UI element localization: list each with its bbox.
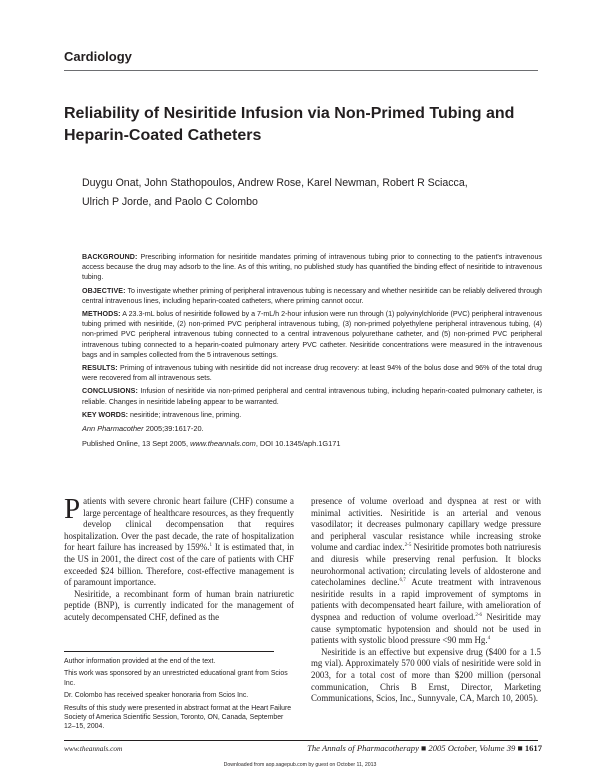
methods-label: METHODS:: [82, 310, 121, 319]
drop-cap: P: [64, 493, 81, 525]
title-line-2: Heparin-Coated Catheters: [64, 127, 262, 144]
results-text: Priming of intravenous tubing with nesiritide did not increase drug recovery: at least 94% of the bolus dose and 96% of the total drug were recovered from all intravenous sets.: [82, 364, 542, 383]
article-title: [64, 103, 534, 147]
body-paragraph-2: Nesiritide, a recombinant form of human brain natriuretic peptide (BNP), is currently indicated for the management of acutely decompensated CHF, defined as the: [64, 588, 294, 622]
abstract-conclusions: [82, 386, 542, 406]
abstract-results: [82, 363, 542, 383]
footnotes: [64, 657, 292, 735]
p3-text: presence of volume overload and dyspnea at rest or with minimal activities. Nesiritide is an arterial and venous vasodilator; it decreases pulmonary capillary wedge pressure and peripheral vascular resistance while increasing stroke volume and cardiac index.: [311, 496, 541, 553]
footnote-1: Author information provided at the end of the text.: [64, 658, 216, 665]
footer-journal-info: [262, 743, 542, 753]
body-paragraph-4: Nesiritide is an effective but expensive drug ($400 for a 1.5 mg vial). Approximately 570 000 vials of nesiritide were sold in 2003, for a total cost of more than $200 million (personal communication, Chris B Ernst, Director, Marketing Communications, Scios, Inc., Sunnyvale, CA, March 10, 2005).: [311, 646, 541, 704]
section-divider: [64, 70, 538, 71]
p3-text-4: Nesiritide may cause symptomatic hypotension and should not be used in patients with systolic blood pressure <90 mm Hg.: [311, 611, 541, 646]
authors-line-2: Ulrich P Jorde, and Paolo C Colombo: [82, 196, 258, 208]
published-prefix: Published Online, 13 Sept 2005,: [82, 439, 189, 449]
p3-text-3: Acute treatment with intravenous nesiritide results in a rapid improvement of symptoms in patients with decompensated heart failure, with amelioration of dyspnea and reduction of volume overload.: [311, 577, 541, 622]
p3-ref-4: 4: [487, 636, 491, 642]
footnote-2: This work was sponsored by an unrestricted educational grant from Scios Inc.: [64, 670, 288, 687]
keywords-label: KEY WORDS:: [82, 410, 128, 419]
footer-separator-2: ■: [517, 743, 523, 753]
published-online: [82, 438, 542, 449]
p3-ref-2: 6,7: [399, 578, 406, 584]
p1-text: atients with severe chronic heart failure (CHF) consume a large percentage of healthcare resources, as they frequently develop clinical decompensation that requires hospitalization. Over the past decade, the rate of hospitalization for heart failure has increased by 159%.: [64, 496, 294, 553]
conclusions-label: CONCLUSIONS:: [82, 387, 138, 396]
footnote-divider: [64, 651, 274, 652]
body-paragraph-3: [311, 496, 541, 647]
footer-website[interactable]: www.theannals.com: [64, 744, 123, 753]
keywords-text: nesiritide; intravenous line, priming.: [129, 410, 242, 419]
abstract-objective: [82, 286, 542, 306]
body-column-left: [64, 493, 294, 624]
footnote-3: Dr. Colombo has received speaker honoraria from Scios Inc.: [64, 692, 249, 700]
conclusions-text: Infusion of nesiritide via non-primed peripheral and central intravenous tubing, including heparin-coated pulmonary catheter, is reliable. Changes in nesiritide labeling appear to be warranted.: [82, 387, 542, 406]
background-label: BACKGROUND:: [82, 253, 138, 261]
p1-text-2: It is estimated that, in the US in 2001, the direct cost of the care of patients with CHF exceeded $24 billion. Therefore, cost-effective management is of paramount importance.: [64, 542, 294, 588]
footer-issue: 2005 October, Volume 39: [428, 743, 516, 753]
published-doi: , DOI 10.1345/aph.1G171: [255, 439, 341, 449]
p1-ref-1: 1: [209, 543, 212, 549]
citation-journal: Ann Pharmacother: [82, 424, 144, 434]
citation-ref: 2005;39:1617-20.: [145, 424, 204, 434]
p3-ref-1: 2-5: [404, 543, 412, 549]
abstract-methods: [82, 309, 542, 360]
results-label: RESULTS:: [82, 364, 118, 373]
objective-label: OBJECTIVE:: [82, 286, 126, 295]
footnote-4: Results of this study were presented in abstract format at the Heart Failure Society of America Scientific Session, Toronto, ON, Canada, September 12–15, 2004.: [64, 704, 292, 731]
body-paragraph-1: [64, 493, 294, 589]
methods-text: A 23.3-mL bolus of nesiritide followed by a 7-mL/h 2-hour infusion were run through (1) polyvinylchloride (PVC) peripheral intravenous tubing primed with nesiritide, (2) non-primed PVC peripheral intravenous tubing, (3) non-primed polyethylene peripheral intravenous tubing, (4) non-primed PVC peripheral intravenous tubing connected to a central intravenous polyurethane catheter, and (5) non-primed PVC peripheral intravenous tubing connected to a heparin-coated pulmonary artery PVC catheter. Nesiritide concentrations were measured in the intravenous bags and in samples collected from the 5 intravenous settings.: [82, 310, 542, 359]
p3-ref-3: 2-6: [475, 612, 483, 618]
body-column-right: [311, 496, 541, 705]
abstract: [82, 252, 542, 452]
footer-divider: [64, 740, 538, 741]
footer-journal: The Annals of Pharmacotherapy: [307, 743, 419, 753]
title-line-1: Reliability of Nesiritide Infusion via Non-Primed Tubing and: [64, 105, 515, 122]
author-list: [82, 174, 542, 212]
section-label: Cardiology: [64, 49, 132, 64]
published-url[interactable]: www.theannals.com: [190, 439, 256, 449]
abstract-background: [82, 252, 542, 283]
download-note: Downloaded from aop.sagepub.com by guest on October 11, 2013: [223, 762, 377, 768]
p3-text-2: Nesiritide promotes both natriuresis and diuresis while preserving renal perfusion. It blocks neurohormonal activation; circulating levels of aldosterone and catecholamines decline.: [311, 542, 541, 588]
abstract-keywords: [82, 410, 542, 420]
page-number: 1617: [524, 743, 542, 753]
citation: [82, 423, 542, 434]
authors-line-1: Duygu Onat, John Stathopoulos, Andrew Rose, Karel Newman, Robert R Sciacca,: [82, 177, 468, 189]
footer-separator: ■: [421, 743, 427, 753]
background-text: Prescribing information for nesiritide mandates priming of intravenous tubing prior to connecting to the patient's intravenous access because the drug may adsorb to the line. As of this writing, no published study has quantified the binding effect of nesiritide to intravenous tubing.: [82, 253, 542, 282]
objective-text: To investigate whether priming of peripheral intravenous tubing is necessary and whether nesiritide can be reliably delivered through central intravenous lines, including heparin-coated catheters, where priming cannot occur.: [82, 286, 543, 305]
